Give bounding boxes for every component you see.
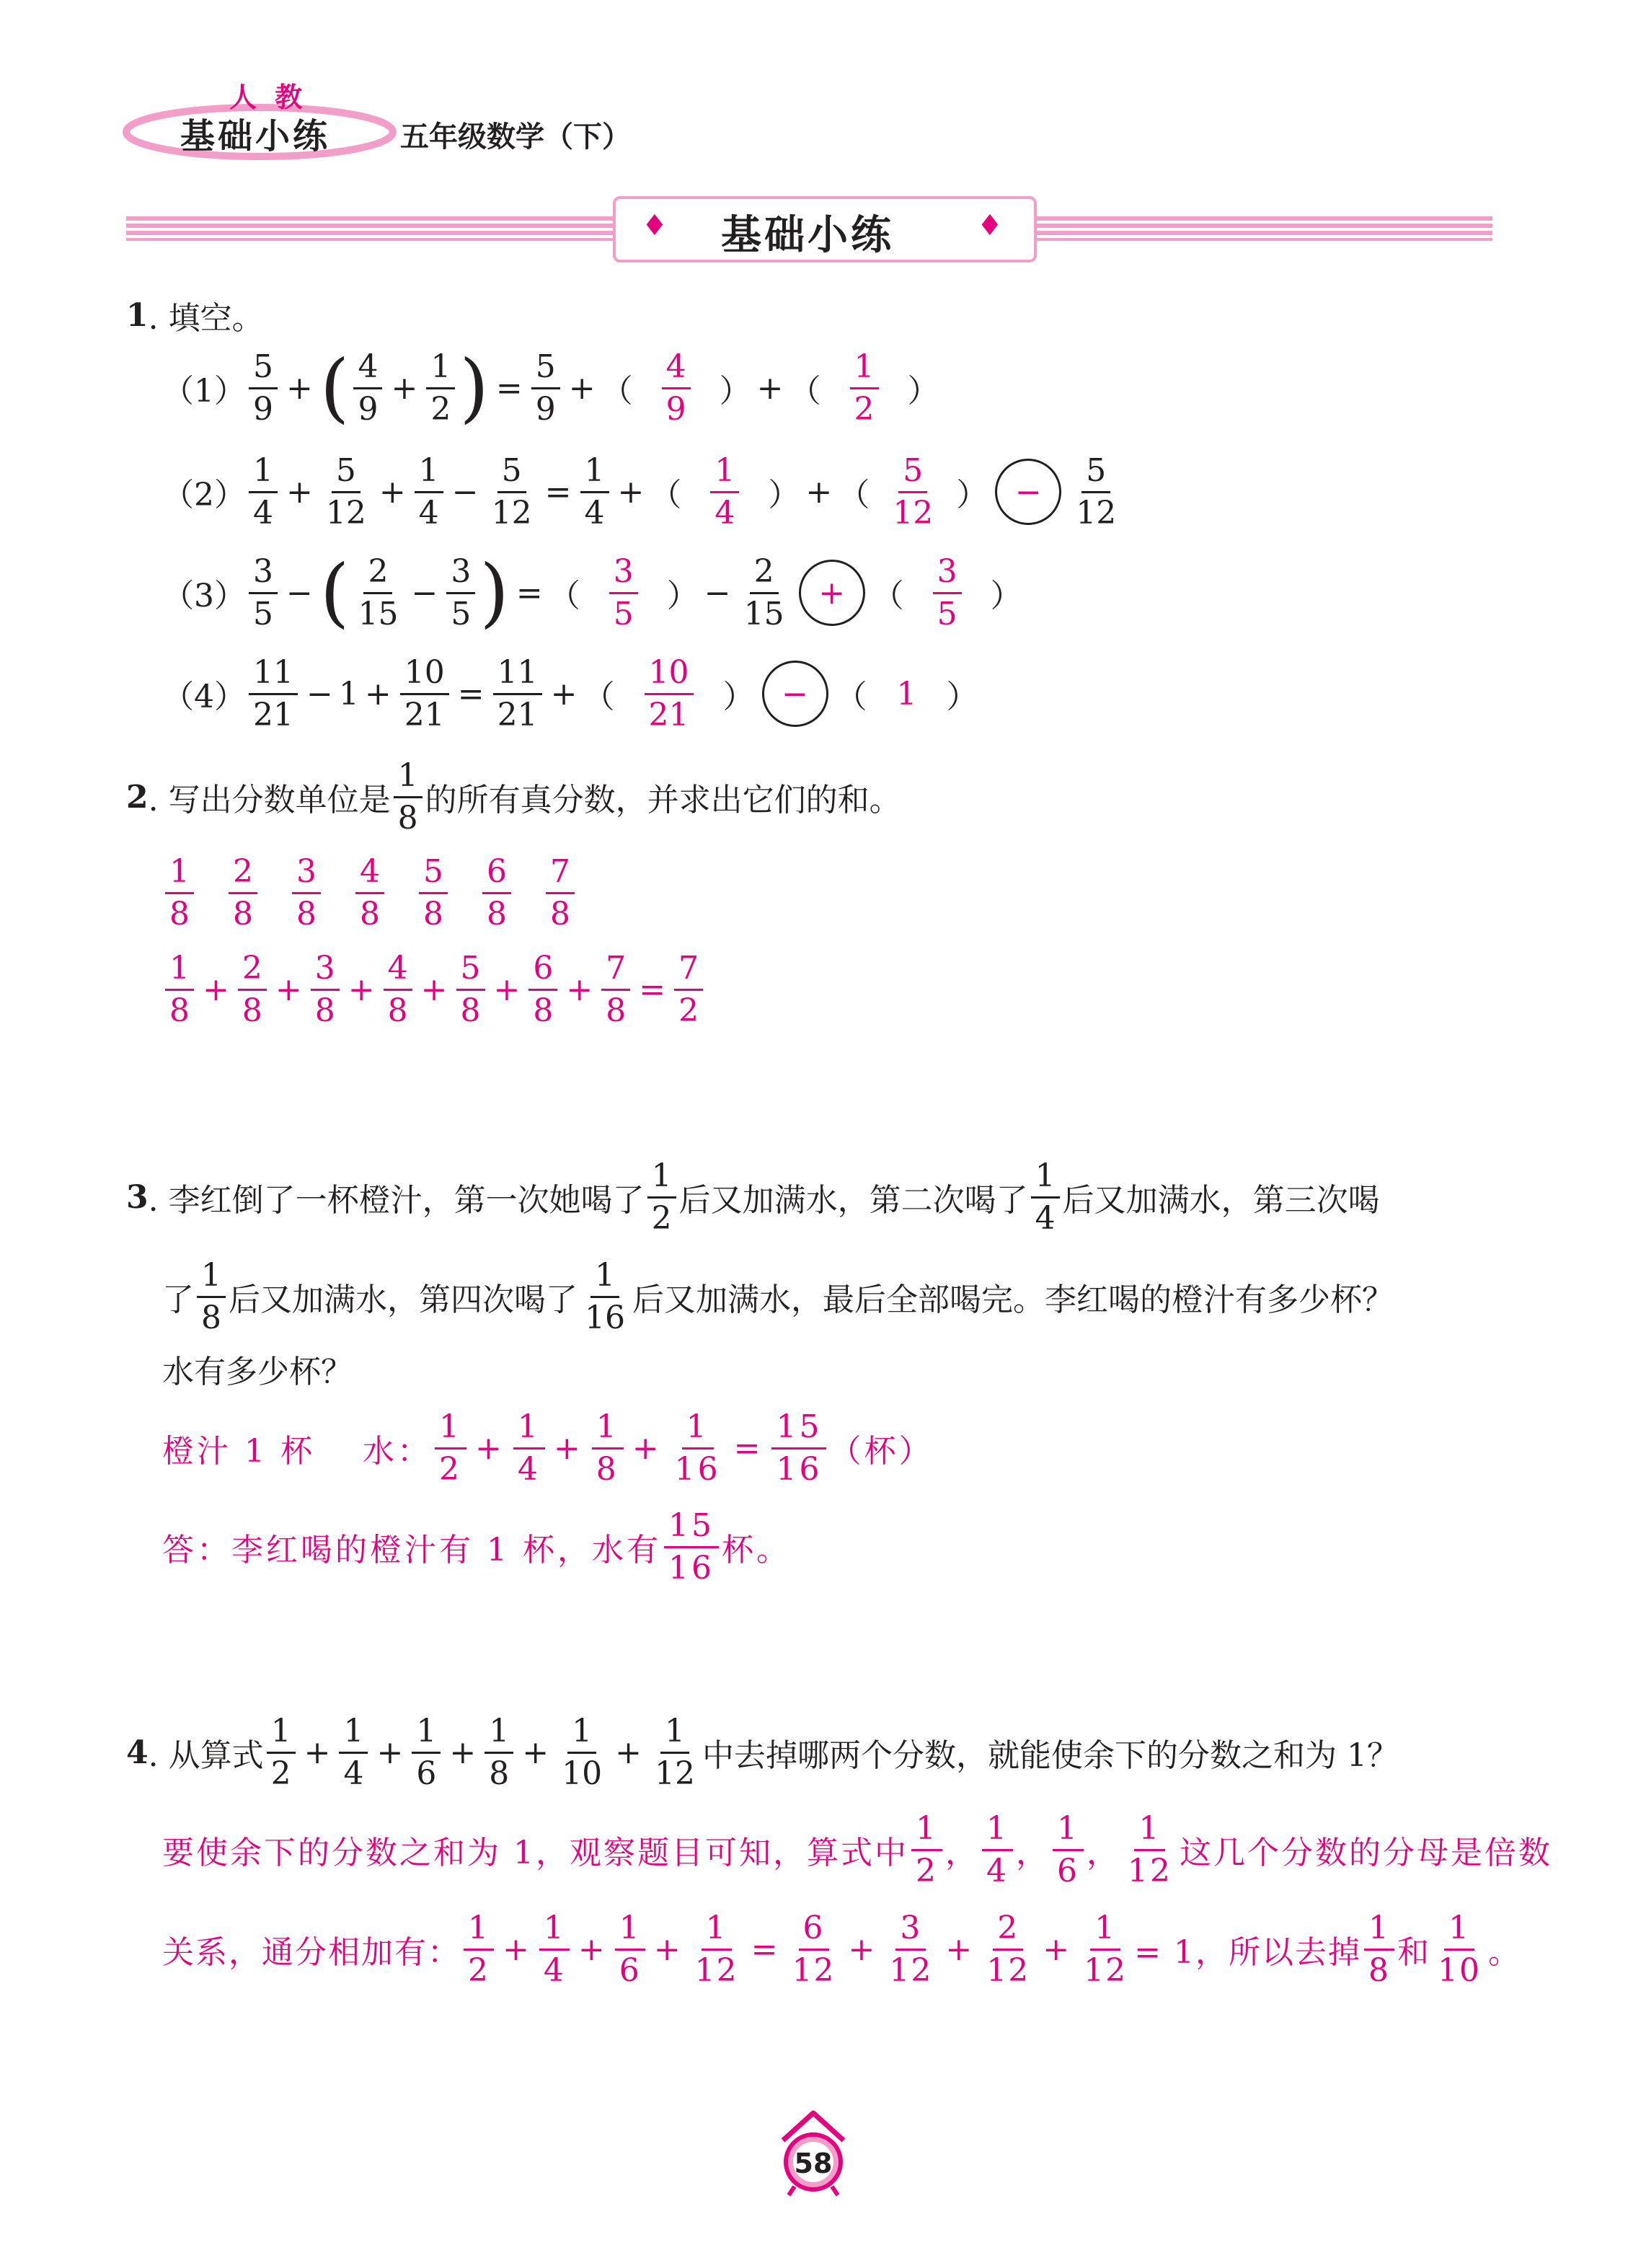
fraction: $\frac{1}{8}$	[394, 760, 423, 834]
brand-small-text: 人 教	[229, 81, 307, 113]
q3-line-1: 3 . 李红倒了一杯橙汁，第一次她喝了 $\frac{1}{2}$ 后又加满水，第二次喝了 $\frac{1}{4}$ 后又加满水，第三次喝	[126, 1157, 1380, 1237]
q3-answer-2: 答：李红喝的橙汁有 1 杯，水有 $\frac{15}{16}$ 杯。	[162, 1506, 791, 1587]
q3-line-2: 了 $\frac{1}{8}$ 后又加满水，第四次喝了 $\frac{1}{16}$ 后又加满水，最后全部喝完。李红喝的橙汁有多少杯？	[162, 1256, 1394, 1336]
q2-answer-sum: $\frac{1}{8}$ + $\frac{2}{8}$ + $\frac{3}{8}$ + $\frac{4}{8}$ + $\frac{5}{8}$ + $\frac{6}{8}$ + $\frac{7}{8}$ = $\frac{7}{2}$	[162, 946, 706, 1033]
answer-blank	[681, 451, 768, 531]
q2-prompt: 2 . 写出分数单位是 $\frac{1}{8}$ 的所有真分数，并求出它们的和。	[126, 756, 901, 837]
subject-title: 五年级数学（下）	[400, 120, 631, 154]
q1-title	[126, 292, 264, 338]
q3-number: 3	[126, 1178, 149, 1216]
fraction: $\frac{5}{9}$	[531, 351, 560, 425]
q4-answer-2: 关系，通分相加有： $\frac{1}{2}$ + $\frac{1}{4}$ + $\frac{1}{6}$ + $\frac{1}{12}$ = $\frac{6}{12}$ + $\frac{3}{12}$ + $\frac{2}{12}$ + $\frac{1}{12}$ = 1，所以去掉 $\frac{1}{8}$ 和 $\frac{1}{10}$ 。	[162, 1909, 1521, 1989]
answer-circle: −	[995, 459, 1061, 525]
q1-number: 1	[126, 296, 149, 334]
fraction: $\frac{4}{9}$	[353, 351, 382, 425]
answer-blank	[633, 348, 720, 428]
fraction: $\frac{1}{4}$	[415, 455, 443, 529]
q2-answer-fractions	[162, 850, 578, 936]
brand-main-text: 基础小练	[180, 116, 331, 156]
fraction: $\frac{2}{15}$	[358, 552, 399, 632]
answer-fraction: $\frac{5}{12}$	[893, 451, 934, 531]
item-label: （2）	[162, 477, 246, 513]
fraction: $\frac{5}{12}$	[1076, 451, 1117, 531]
answer-blank	[904, 552, 991, 632]
answer-fraction: $\frac{4}{8}$	[355, 856, 384, 930]
q1-item-3: （3） $\frac{3}{5}$ − ( $\frac{2}{15}$ − $\frac{3}{5}$ ) = （ $\frac{3}{5}$ ） − $\frac{2}{15}$ + （ $\frac{3}{5}$ ）	[162, 548, 1022, 637]
q3-line-3: 水有多少杯？	[162, 1354, 353, 1390]
q4-number: 4	[126, 1734, 149, 1771]
answer-fraction: $\frac{1}{2}$	[850, 351, 879, 425]
answer-blank	[870, 451, 956, 531]
q1-item-1: （1） $\frac{5}{9}$ + ( $\frac{4}{9}$ + $\frac{1}{2}$ ) = $\frac{5}{9}$ + （ $\frac{4}{9}$ ） + （ $\frac{1}{2}$ ）	[162, 343, 939, 432]
q4-answer-1: 要使余下的分数之和为 1，观察题目可知，算式中 $\frac{1}{2}$ ， $\frac{1}{4}$ ， $\frac{1}{6}$ ， $\frac{1}{12}$ 这几个分数的分母是倍数	[162, 1809, 1552, 1889]
answer-fraction: $\frac{3}{5}$	[609, 556, 638, 630]
answer-fraction: $\frac{3}{5}$	[933, 556, 962, 630]
item-label: （3）	[162, 578, 246, 614]
item-label: （4）	[162, 679, 246, 715]
fraction: $\frac{3}{5}$	[446, 556, 475, 630]
fraction: $\frac{1}{4}$	[580, 455, 609, 529]
fraction: $\frac{11}{21}$	[493, 657, 542, 731]
banner-left-stripes	[126, 216, 616, 241]
answer-blank: 1	[896, 675, 917, 712]
fraction: $\frac{2}{15}$	[743, 552, 784, 632]
fraction: $\frac{1}{4}$	[249, 455, 278, 529]
answer-circle: −	[762, 661, 828, 727]
section-title: 基础小练	[721, 212, 894, 259]
fraction: $\frac{5}{12}$	[325, 451, 366, 531]
answer-fraction: $\frac{5}{8}$	[419, 856, 448, 930]
fraction: $\frac{5}{9}$	[249, 351, 278, 425]
page-number: 58	[794, 2148, 833, 2179]
banner-right-stripes	[1031, 216, 1492, 241]
q1-item-4: （4） $\frac{11}{21}$ − 1 + $\frac{10}{21}$ = $\frac{11}{21}$ + （ $\frac{10}{21}$ ） − （ 1 ）	[162, 653, 978, 733]
q4-prompt: 4 . 从算式 $\frac{1}{2}$ + $\frac{1}{4}$ + $\frac{1}{6}$ + $\frac{1}{8}$ + $\frac{1}{10}$ + $\frac{1}{12}$ 中去掉哪两个分数，就能使余下的分数之和为 1？	[126, 1712, 1399, 1792]
fraction: $\frac{5}{12}$	[491, 451, 532, 531]
answer-fraction: $\frac{7}{2}$	[674, 953, 703, 1027]
answer-fraction: $\frac{6}{8}$	[482, 856, 511, 930]
fraction: $\frac{11}{21}$	[249, 657, 298, 731]
fraction: $\frac{3}{5}$	[249, 556, 278, 630]
answer-blank	[821, 348, 908, 428]
answer-circle: +	[799, 560, 865, 626]
fraction: $\frac{1}{2}$	[426, 351, 455, 425]
q3-answer-1: 橙汁 1 杯 水： $\frac{1}{2}$ + $\frac{1}{4}$ + $\frac{1}{8}$ + $\frac{1}{16}$ = $\frac{15}{16}$ （杯）	[162, 1408, 934, 1488]
item-label: （1）	[162, 373, 246, 410]
answer-fraction: $\frac{10}{21}$	[645, 657, 694, 731]
answer-fraction: $\frac{7}{8}$	[546, 856, 575, 930]
q1-title-text: . 填空。	[148, 300, 264, 337]
answer-fraction: $\frac{1}{8}$	[165, 856, 194, 930]
answer-fraction: $\frac{2}{8}$	[229, 856, 257, 930]
answer-fraction: $\frac{1}{4}$	[710, 455, 739, 529]
answer-fraction: $\frac{3}{8}$	[292, 856, 321, 930]
fraction: $\frac{10}{21}$	[400, 657, 449, 731]
answer-blank	[615, 653, 723, 733]
answer-blank	[580, 552, 667, 632]
q1-item-2: （2） $\frac{1}{4}$ + $\frac{5}{12}$ + $\frac{1}{4}$ − $\frac{5}{12}$ = $\frac{1}{4}$ + （ $\frac{1}{4}$ ） + （ $\frac{5}{12}$ ） − $\frac{5}{12}$	[162, 449, 1123, 535]
answer-fraction: $\frac{4}{9}$	[662, 351, 691, 425]
diamond-icon: ♦	[977, 209, 1003, 242]
q2-number: 2	[126, 778, 149, 816]
diamond-icon: ♦	[642, 209, 668, 242]
